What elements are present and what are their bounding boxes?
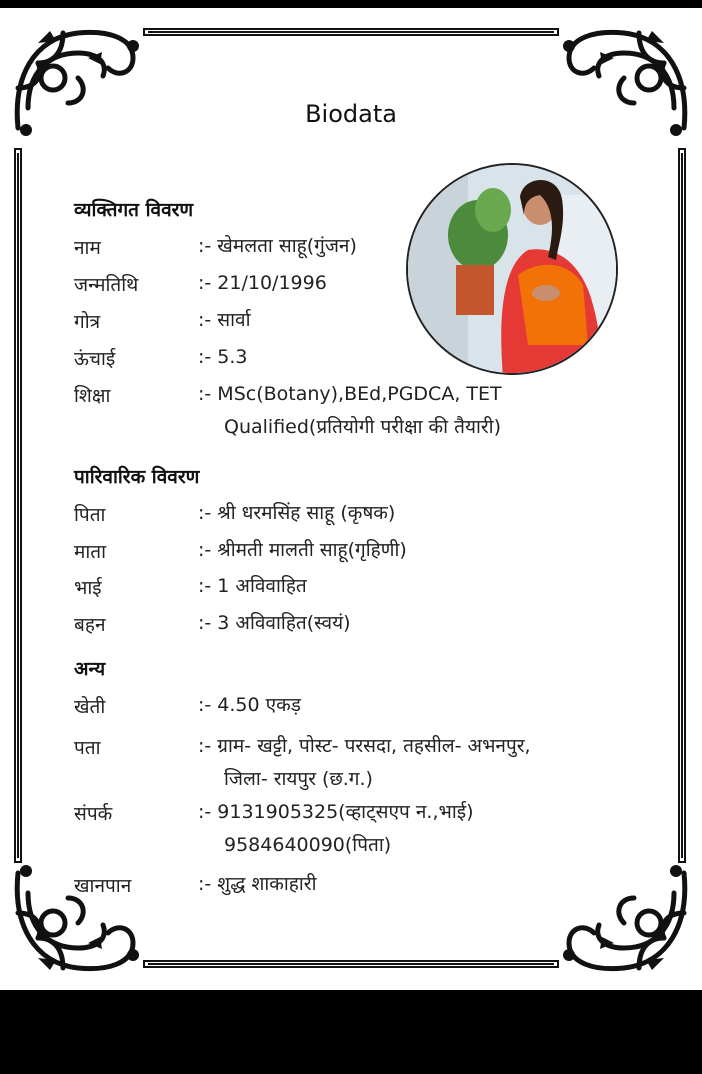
page-title: Biodata [305,100,397,128]
label-brother: भाई [74,577,102,599]
top-frame-bar [143,28,559,36]
section-other-heading: अन्य [74,658,106,680]
value-name: :- खेमलता साहू(गुंजन) [198,235,357,257]
label-dob: जन्मतिथि [74,274,139,296]
value-contact-line1: :- 9131905325(व्हाट्सएप न.,भाई) [198,801,474,823]
biodata-page [0,8,702,990]
value-education-line1: :- MSc(Botany),BEd,PGDCA, TET [198,383,502,405]
value-contact-line2: 9584640090(पिता) [224,834,392,856]
label-farming: खेती [74,696,106,718]
value-address [198,730,531,796]
corner-ornament-bottom-right-icon [559,863,694,983]
section-personal-heading: व्यक्तिगत विवरण [74,199,194,221]
value-sister: :- 3 अविवाहित(स्वयं) [198,612,351,634]
section-family-heading: पारिवारिक विवरण [74,466,200,488]
value-address-line1: :- ग्राम- खट्टी, पोस्ट- परसदा, तहसील- अभनपुर, [198,735,531,757]
label-education: शिक्षा [74,385,111,407]
value-mother: :- श्रीमती मालती साहू(गृहिणी) [198,539,407,561]
value-father: :- श्री धरमसिंह साहू (कृषक) [198,502,396,524]
label-contact: संपर्क [74,803,113,825]
label-diet: खानपान [74,875,132,897]
label-address: पता [74,737,101,759]
bottom-frame-bar [143,960,559,968]
value-diet: :- शुद्ध शाकाहारी [198,873,317,895]
label-name: नाम [74,237,101,259]
label-gotra: गोत्र [74,311,101,333]
value-address-line2: जिला- रायपुर (छ.ग.) [224,768,373,790]
value-brother: :- 1 अविवाहित [198,575,307,597]
label-father: पिता [74,504,106,526]
right-frame-bar [678,148,686,863]
value-dob: :- 21/10/1996 [198,272,327,294]
profile-photo-image [408,165,618,375]
label-height: ऊंचाई [74,348,116,370]
label-sister: बहन [74,614,106,636]
value-farming: :- 4.50 एकड़ [198,694,301,716]
label-mother: माता [74,541,107,563]
value-gotra: :- सार्वा [198,309,251,331]
profile-photo [406,163,618,375]
left-frame-bar [14,148,22,863]
value-contact [198,796,474,862]
value-height: :- 5.3 [198,346,248,368]
value-education [198,378,502,444]
value-education-line2: Qualified(प्रतियोगी परीक्षा की तैयारी) [224,416,501,438]
